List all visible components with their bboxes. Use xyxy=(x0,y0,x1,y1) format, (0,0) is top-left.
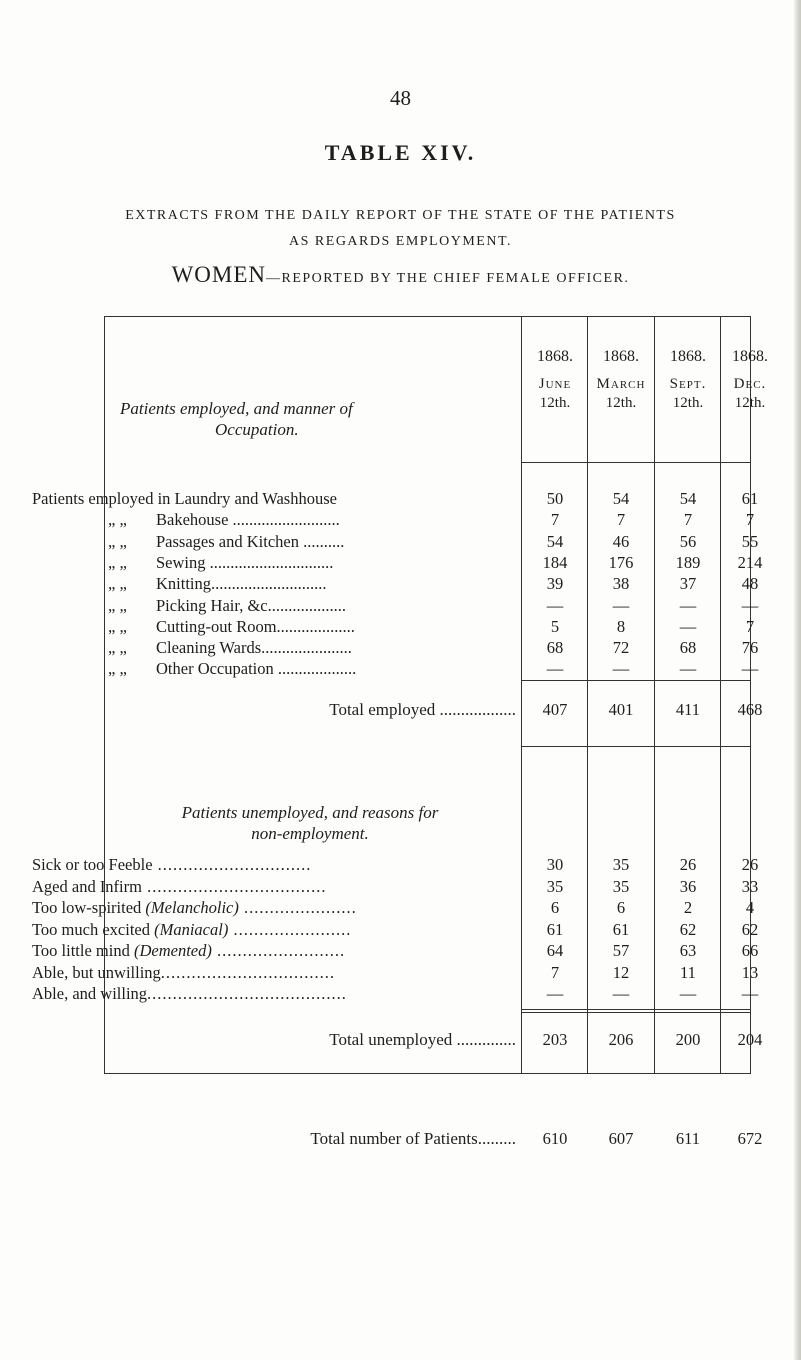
column-header xyxy=(720,348,780,412)
employed-row xyxy=(32,659,792,679)
unemployed-value: 13 xyxy=(741,962,759,982)
horizontal-divider xyxy=(521,1012,750,1013)
employed-value: 72 xyxy=(612,638,630,658)
employed-section-rule xyxy=(521,748,750,749)
employed-value: — xyxy=(612,595,630,615)
employed-row xyxy=(32,489,792,509)
unemployed-header-line2: non-employment. xyxy=(251,824,369,843)
total-employed-value: 407 xyxy=(542,700,568,719)
unemployed-value: 26 xyxy=(679,855,697,874)
employed-label xyxy=(32,553,516,573)
subtotal-rule xyxy=(521,746,750,747)
column-day: 12th. xyxy=(734,395,766,411)
column-header xyxy=(654,348,722,412)
employed-value: 54 xyxy=(612,489,630,508)
column-day: 12th. xyxy=(605,395,637,411)
unemployed-value: 62 xyxy=(679,919,697,939)
occupation-name: Cutting-out Room................... xyxy=(156,616,355,636)
occupation-name: Bakehouse .......................... xyxy=(156,510,340,530)
unemployed-value: 2 xyxy=(683,898,693,917)
occupation-name: Patients employed in Laundry and Washhouse xyxy=(32,489,337,508)
column-month: Sept. xyxy=(669,376,707,392)
column-header xyxy=(521,348,589,412)
unemployed-value: 33 xyxy=(741,876,759,896)
total-employed-value: 411 xyxy=(675,700,701,719)
occupation-name: Passages and Kitchen .......... xyxy=(156,531,345,551)
employed-value: 8 xyxy=(616,616,626,636)
unemployed-value: 63 xyxy=(679,941,697,960)
unemployed-value: 11 xyxy=(680,962,696,982)
total-unemployed-value: 200 xyxy=(675,1030,701,1049)
column-year: 1868. xyxy=(537,348,573,365)
total-patients-row xyxy=(0,1129,790,1149)
unemployed-row xyxy=(32,941,792,961)
employed-value: 7 xyxy=(550,510,560,530)
unemployed-value: — xyxy=(679,984,697,1003)
total-employed-label: Total employed .................. xyxy=(329,700,516,719)
unemployed-label xyxy=(32,877,516,897)
column-month: Dec. xyxy=(733,376,767,392)
total-patients-value: 672 xyxy=(737,1129,763,1148)
unemployed-header-line1: Patients unemployed, and reasons for xyxy=(181,803,439,822)
employed-value: 68 xyxy=(679,638,697,658)
total-employed-row xyxy=(0,700,790,720)
employed-value: 176 xyxy=(608,552,634,572)
unemployed-value: 4 xyxy=(745,898,755,917)
employed-value: 7 xyxy=(683,510,693,530)
total-patients-value: 611 xyxy=(675,1129,701,1148)
unemployed-value: 7 xyxy=(550,962,560,982)
column-header xyxy=(587,348,655,412)
unemployed-label xyxy=(32,898,516,918)
employed-row xyxy=(32,638,792,658)
total-employed-value: 468 xyxy=(737,700,763,719)
total-patients-value: 607 xyxy=(608,1129,634,1148)
ditto-marks: „ „ xyxy=(108,638,127,658)
dot-leader: ....................................... xyxy=(147,984,347,1003)
section-caption xyxy=(0,262,801,288)
employed-value: — xyxy=(546,595,564,615)
employed-value: — xyxy=(679,659,697,679)
unemployed-value: 62 xyxy=(741,919,759,939)
employed-sum-rule xyxy=(521,680,750,681)
employed-label xyxy=(32,659,516,679)
employed-value: 37 xyxy=(679,574,697,594)
employed-label xyxy=(32,638,516,658)
ditto-marks: „ „ xyxy=(108,595,127,615)
column-day: 12th. xyxy=(672,395,704,411)
unemployed-value: 66 xyxy=(741,941,759,960)
occupation-name: Picking Hair, &c................... xyxy=(156,595,346,615)
unemployed-value: — xyxy=(546,984,564,1003)
subtitle-line-2: AS REGARDS EMPLOYMENT. xyxy=(289,234,512,249)
reason-note: (Maniacal) xyxy=(154,919,229,939)
employed-value: 61 xyxy=(741,489,759,508)
ditto-marks: „ „ xyxy=(108,510,127,530)
total-unemployed-value: 204 xyxy=(737,1030,763,1049)
employed-value: 48 xyxy=(741,574,759,594)
unemployed-label xyxy=(32,941,516,961)
total-unemployed-value: 203 xyxy=(542,1030,568,1049)
employed-row xyxy=(32,596,792,616)
employed-value: 54 xyxy=(679,489,697,508)
ditto-marks: „ „ xyxy=(108,659,127,679)
unemployed-value: 26 xyxy=(741,855,759,874)
employed-value: — xyxy=(612,659,630,679)
employed-value: — xyxy=(679,616,697,636)
unemployed-sum-rule xyxy=(521,1009,750,1010)
unemployed-value: 30 xyxy=(546,855,564,874)
women-heading: WOMEN xyxy=(171,262,266,287)
reason-note: (Melancholic) xyxy=(145,898,239,917)
ditto-marks: „ „ xyxy=(108,552,127,572)
employed-value: 7 xyxy=(745,616,755,636)
header-underline xyxy=(521,462,750,463)
total-unemployed-label: Total unemployed .............. xyxy=(329,1030,516,1049)
employed-value: 54 xyxy=(546,531,564,551)
unemployed-value: 64 xyxy=(546,941,564,960)
employed-label xyxy=(32,617,516,637)
unemployed-section-header xyxy=(100,802,520,844)
employed-value: 7 xyxy=(616,510,626,530)
employed-label xyxy=(32,510,516,530)
employed-label xyxy=(32,532,516,552)
occupation-name: Other Occupation ................... xyxy=(156,659,357,679)
dot-leader: ...................... xyxy=(238,898,357,917)
employed-row xyxy=(32,553,792,573)
reported-by: —REPORTED BY THE CHIEF FEMALE OFFICER. xyxy=(266,271,630,286)
column-year: 1868. xyxy=(732,348,768,365)
employed-label xyxy=(32,574,516,594)
employed-value: 38 xyxy=(612,574,630,594)
employed-value: — xyxy=(741,659,759,679)
dot-leader: ....................... xyxy=(228,919,352,939)
unemployed-value: 6 xyxy=(550,898,560,917)
total-patients-label: Total number of Patients......... xyxy=(310,1129,516,1148)
employed-value: — xyxy=(741,595,759,615)
unemployed-value: 6 xyxy=(616,898,626,917)
occupation-name: Sewing .............................. xyxy=(156,552,334,572)
employed-value: 189 xyxy=(675,552,701,572)
unemployed-value: 35 xyxy=(612,876,630,896)
unemployed-value: 36 xyxy=(679,876,697,896)
total-patients-value: 610 xyxy=(542,1129,568,1148)
employed-header-line1: Patients employed, and manner of xyxy=(120,399,353,418)
employed-label xyxy=(32,489,516,509)
unemployed-value: 12 xyxy=(612,962,630,982)
unemployed-label xyxy=(32,984,516,1004)
unemployed-value: — xyxy=(741,984,759,1003)
unemployed-value: — xyxy=(612,984,630,1003)
unemployed-row xyxy=(32,963,792,983)
unemployed-label xyxy=(32,920,516,940)
unemployed-value: 35 xyxy=(612,855,630,874)
employed-value: 76 xyxy=(741,638,759,658)
dot-leader: .................................. xyxy=(160,962,336,982)
employed-value: 46 xyxy=(612,531,630,551)
unemployed-label xyxy=(32,963,516,983)
employed-value: 7 xyxy=(745,510,755,530)
employed-header-line2: Occupation. xyxy=(215,420,299,439)
page-number: 48 xyxy=(390,86,411,110)
employed-value: 5 xyxy=(550,616,560,636)
occupation-name: Cleaning Wards...................... xyxy=(156,638,352,658)
unemployed-value: 61 xyxy=(546,919,564,939)
reason-name: Able, and willing xyxy=(32,984,148,1003)
employed-value: 39 xyxy=(546,574,564,594)
employed-row xyxy=(32,532,792,552)
employed-value: 184 xyxy=(542,552,568,572)
dot-leader: ......................... xyxy=(211,941,346,960)
dot-leader: ................................... xyxy=(141,876,327,896)
reason-name: Too low-spirited xyxy=(32,898,142,917)
employed-value: 50 xyxy=(546,489,564,508)
unemployed-value: 35 xyxy=(546,876,564,896)
total-unemployed-row xyxy=(0,1030,790,1050)
reason-name: Able, but unwilling xyxy=(32,962,161,982)
employed-row xyxy=(32,617,792,637)
ditto-marks: „ „ xyxy=(108,574,127,594)
employed-label xyxy=(32,596,516,616)
occupation-name: Knitting............................ xyxy=(156,574,327,594)
total-employed-value: 401 xyxy=(608,700,634,719)
employed-value: — xyxy=(679,595,697,615)
reason-name: Too little mind xyxy=(32,941,130,960)
reason-note: (Demented) xyxy=(133,941,212,960)
reason-name: Aged and Infirm xyxy=(32,876,142,896)
unemployed-value: 61 xyxy=(612,919,630,939)
unemployed-row xyxy=(32,855,792,875)
unemployed-row xyxy=(32,898,792,918)
reason-name: Too much excited xyxy=(32,919,150,939)
dot-leader: .............................. xyxy=(152,855,312,874)
column-month: March xyxy=(596,376,646,392)
employed-value: 55 xyxy=(741,531,759,551)
column-year: 1868. xyxy=(670,348,706,365)
table-title: TABLE XIV. xyxy=(324,140,477,165)
reason-name: Sick or too Feeble xyxy=(32,855,153,874)
unemployed-label xyxy=(32,855,516,875)
column-month: June xyxy=(538,376,572,392)
subtitle-line-1: EXTRACTS FROM THE DAILY REPORT OF THE STATE OF THE PATIENTS xyxy=(125,208,676,223)
total-unemployed-value: 206 xyxy=(608,1030,634,1049)
employed-value: — xyxy=(546,659,564,679)
unemployed-value: 57 xyxy=(612,941,630,960)
column-year: 1868. xyxy=(603,348,639,365)
employed-row xyxy=(32,510,792,530)
ditto-marks: „ „ xyxy=(108,531,127,551)
employed-value: 68 xyxy=(546,638,564,658)
unemployed-row xyxy=(32,984,792,1004)
employed-row xyxy=(32,574,792,594)
employed-value: 56 xyxy=(679,531,697,551)
unemployed-row xyxy=(32,877,792,897)
employed-value: 214 xyxy=(737,552,763,572)
page-edge-shadow xyxy=(793,0,801,1360)
ditto-marks: „ „ xyxy=(108,616,127,636)
employed-section-header xyxy=(120,398,500,440)
unemployed-row xyxy=(32,920,792,940)
column-day: 12th. xyxy=(539,395,571,411)
